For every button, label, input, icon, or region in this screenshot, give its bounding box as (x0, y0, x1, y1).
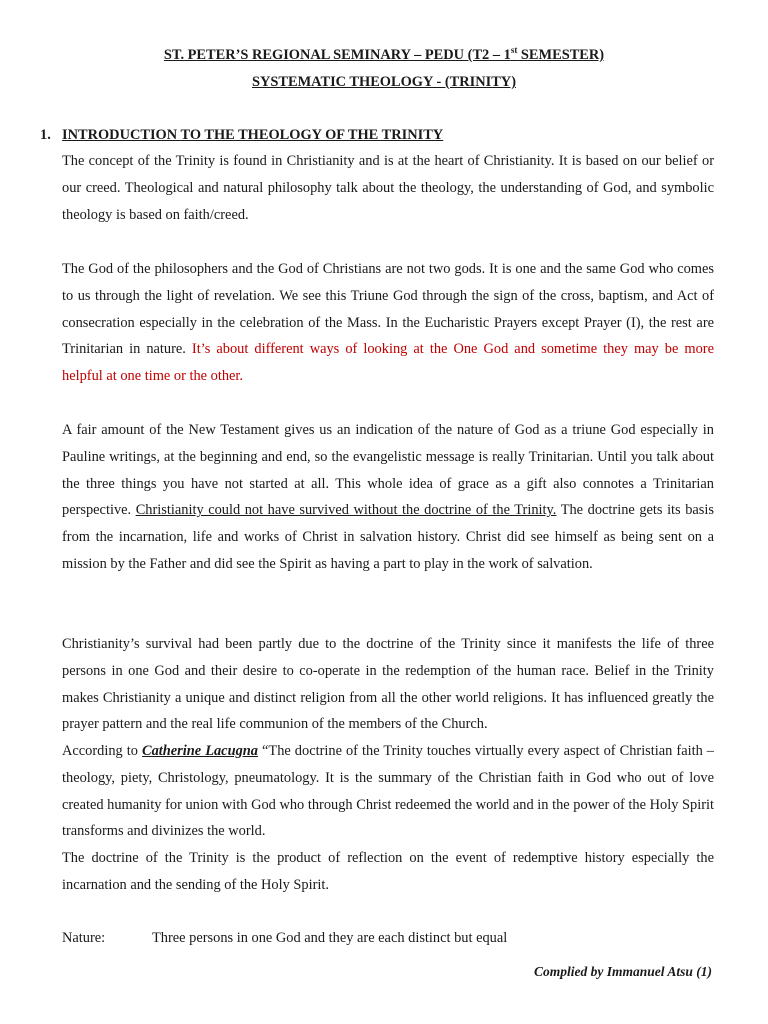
section-number: 1. (40, 127, 51, 143)
paragraph-2-highlight: It’s about different ways of looking at the One God and sometime they may be more helpful at one time or the other. (62, 341, 714, 385)
paragraph-4: Christianity’s survival had been partly due to the doctrine of the Trinity since it manifests the life of three persons in one God and their desire to co-operate in the redemption of the human race. Belief in the Trinity makes Christianity a unique and distinct religion from all the other world religions. It has influenced greatly the prayer pattern and the real life communion of the members of the Church. (62, 636, 714, 733)
paragraph-5 (62, 738, 714, 845)
section-heading (40, 126, 443, 144)
paragraph-2 (62, 256, 714, 390)
nature-label: Nature: (62, 930, 106, 946)
paragraph-5-quote: “The doctrine of the Trinity touches virtually every aspect of Christian faith – theology, piety, Christology, pneumatology. It is the summary of the Christian faith in God who out of love created humanity for union with God who through Christ redeemed the world and in the power of the Holy Spirit transforms and divinizes the world. (62, 743, 714, 840)
document-subtitle: SYSTEMATIC THEOLOGY - (TRINITY) (251, 74, 516, 90)
section-title: INTRODUCTION TO THE THEOLOGY OF THE TRINITY (62, 127, 444, 143)
paragraph-3-underlined: Christianity could not have survived without the doctrine of the Trinity. (135, 502, 557, 519)
nature-text: Three persons in one God and they are each distinct but equal (152, 930, 508, 946)
footer-credit: Complied by Immanuel Atsu (1) (533, 964, 712, 979)
title-superscript: st (510, 45, 518, 56)
document-title (0, 46, 768, 64)
paragraph-3-text: A fair amount of the New Testament gives us an indication of the nature of God as a triune God especially in Pauline writings, at the beginning and end, so the evangelistic message is really Trinitarian. Until you talk about the three things you have not started at all. This whole idea of grace as a gift also connotes a Trinitarian perspective. (62, 422, 714, 519)
paragraph-5-text: According to (62, 743, 142, 759)
paragraph-1: The concept of the Trinity is found in Christianity and is at the heart of Christianity. It is based on our belief or our creed. Theological and natural philosophy talk about the theology, the understanding of God, and symbolic theology is based on faith/creed. (62, 153, 714, 223)
paragraph-3-text-end: The doctrine gets its basis from the incarnation, life and works of Christ in salvation history. Christ did see himself as being sent on a mission by the Father and did see the Spirit as having a part to play in the work of salvation. (62, 502, 714, 572)
paragraph-2-text: The God of the philosophers and the God of Christians are not two gods. It is one and the same God who comes to us through the light of revelation. We see this Triune God through the sign of the cross, baptism, and Act of consecration especially in the celebration of the Mass. In the Eucharistic Prayers except Prayer (I), the rest are Trinitarian in nature. (62, 261, 714, 358)
title-text: ST. PETER’S REGIONAL SEMINARY – PEDU (T2 – 1 (163, 47, 511, 63)
paragraph-6: The doctrine of the Trinity is the product of reflection on the event of redemptive history especially the incarnation and the sending of the Holy Spirit. (62, 850, 714, 893)
title-text-end: SEMESTER) (517, 47, 605, 63)
nature-line (62, 927, 714, 949)
paragraph-3 (62, 417, 714, 578)
author-name: Catherine Lacugna (142, 743, 258, 759)
